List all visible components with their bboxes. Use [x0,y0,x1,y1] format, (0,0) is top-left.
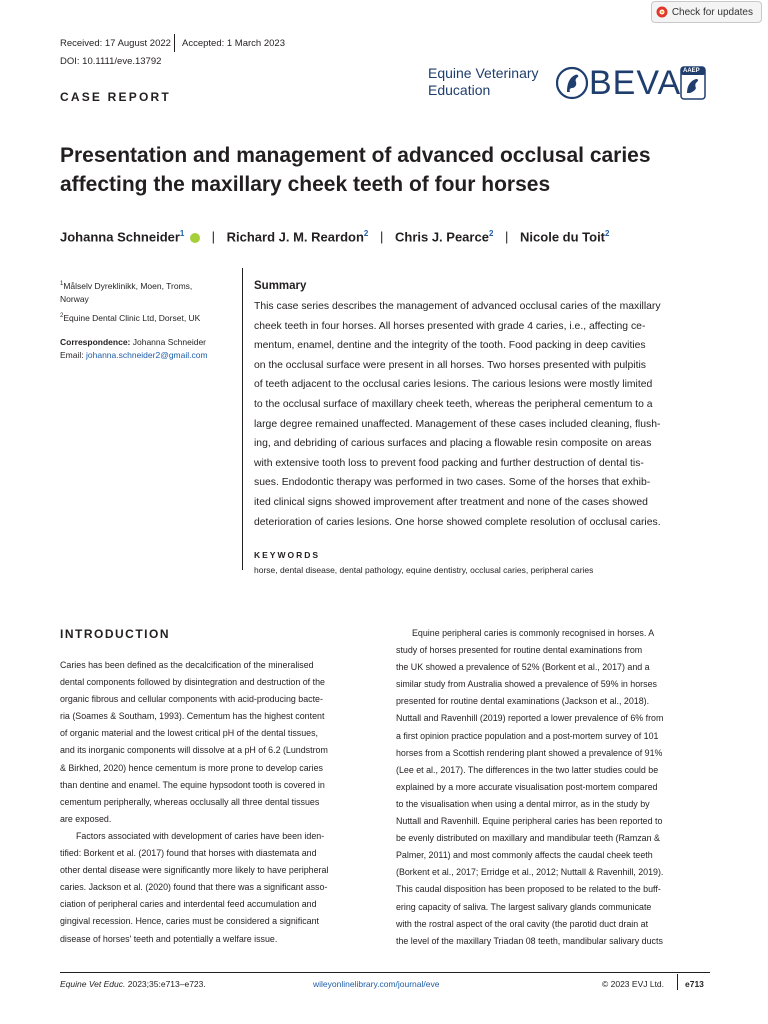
summary-text [254,297,710,532]
intro-right-column [396,625,709,950]
body-line: the UK showed a prevalence of 52% (Borkent et al., 2017) and a [396,662,650,673]
author-name[interactable]: Chris J. Pearce [394,229,489,245]
body-line: than dentine and enamel. The equine hypsodont tooth is covered in [60,779,325,790]
check-for-updates-label: Check for updates [671,6,753,18]
horse-logo-icon [556,66,588,100]
body-line: ering capacity of saliva. The largest salivary glands communicate [396,901,652,912]
keywords-label: KEYWORDS [254,550,321,560]
author-name[interactable]: Johanna Schneider [60,229,180,245]
footer-rule [60,972,710,973]
journal-name-line1: Equine Veterinary [428,65,539,81]
summary-line: mentum, enamel, dentine and the integrity of the tooth. Food packing in deep cavities [254,340,646,352]
body-line: are exposed. [60,813,112,824]
summary-line: sues. Endodontic therapy was performed in two cases. Some of the horses that exhib- [254,477,651,489]
article-title-line1: Presentation and management of advanced occlusal caries [60,144,651,167]
body-line: be evenly distributed on maxillary and mandibular teeth (Ramzan & [396,833,660,844]
body-line: & Birkhed, 2020) hence cementum is more prone to develop caries [60,762,323,773]
correspondence [60,336,230,349]
affiliation-1-line1: Målselv Dyreklinikk, Moen, Troms, [63,280,193,291]
footer-citation [60,979,206,989]
email-link[interactable]: johanna.schneider2@gmail.com [86,349,208,360]
summary-heading: Summary [254,280,307,292]
author-name[interactable]: Richard J. M. Reardon [226,229,364,245]
article-title [60,141,720,199]
summary-line: large degree remained unaffected. Management of these cases included cleaning, flush- [254,418,661,430]
body-line: ciation of peripheral caries and interdental feed accumulation and [60,899,317,910]
accepted-date: Accepted: 1 March 2023 [182,38,285,49]
article-title-line2: affecting the maxillary cheek teeth of four horses [60,173,551,196]
body-line: with the rostral aspect of the oral cavity (the parotid duct drain at [396,918,649,929]
summary-line: deterioration of caries lesions. One horse showed complete resolution of occlusal caries. [254,516,661,528]
body-line: organic fibrous and cellular components with acid-producing bacte- [60,694,323,705]
body-line: Palmer, 2011) and most commonly affects the caudal cheek teeth [396,850,653,861]
author-affiliation-mark: 2 [488,229,494,238]
body-line: to the visualisation when using a dental mirror, as in the study by [396,798,650,809]
correspondence-label: Correspondence: [60,336,131,347]
footer-divider [677,974,678,990]
journal-name-line2: Education [428,82,491,98]
intro-left-column [60,657,372,948]
body-line: study of horses presented for routine dental examinations from [396,645,643,656]
page-number: e713 [685,979,704,989]
body-line: This caudal disposition has been proposed to be related to the buff- [396,884,661,895]
orcid-icon[interactable] [190,233,200,243]
correspondence-email [60,349,230,362]
body-line: (Borkent et al., 2017; Erridge et al., 2012; Nuttall & Ravenhill, 2019). [396,867,664,878]
affiliation-mark: 2 [60,312,64,319]
body-line: a first opinion practice population and a post-mortem survey of 101 [396,730,659,741]
aaep-logo-text: AAEP [683,68,700,74]
body-line: presented for routine dental examinations (Jackson et al., 2018). [396,696,650,707]
author-separator: | [379,229,384,245]
author-affiliation-mark: 1 [179,229,185,238]
beva-logo: BEVA [589,64,682,102]
correspondence-name: Johanna Schneider [132,336,207,347]
footer-journal: Equine Vet Educ. [60,979,126,989]
body-line: disease of horses' teeth and potentially a welfare issue. [60,933,278,944]
body-line: Factors associated with development of caries have been iden- [76,830,325,841]
footer-volume: 2023;35:e713–e723. [127,979,206,989]
journal-url-link[interactable]: wileyonlinelibrary.com/journal/eve [313,979,440,989]
author-list [60,229,609,244]
email-label: Email: [60,349,84,360]
affiliation-2 [60,310,230,325]
affiliation-1 [60,278,230,293]
keywords-text: horse, dental disease, dental pathology, equine dentistry, occlusal caries, peripheral caries [254,565,594,575]
body-line: caries. Jackson et al. (2020) found that there was a significant asso- [60,882,328,893]
body-line: Nuttall and Ravenhill (2019) reported a lower prevalence of 6% from [396,713,664,724]
introduction-heading: INTRODUCTION [60,627,170,641]
body-line: cementum peripherally, whereas occlusally all three dental tissues [60,796,320,807]
author-affiliation-mark: 2 [605,229,610,238]
body-line: and its inorganic components will dissolve at a pH of 6.2 (Lundstrom [60,745,328,756]
body-line: of organic material and the lowest critical pH of the dental tissues, [60,728,318,739]
author-affiliation-mark: 2 [363,229,369,238]
body-line: gingival recession. Hence, caries must be considered a significant [60,916,319,927]
body-line: Nuttall and Ravenhill. Equine peripheral caries has been reported to [396,816,663,827]
summary-line: cheek teeth in four horses. All horses presented with grade 4 caries, i.e., affecting ce- [254,320,646,332]
body-line: other dental disease were significantly more likely to have peripheral [60,865,329,876]
summary-line: This case series describes the management of advanced occlusal caries of the maxillary [254,301,661,312]
body-line: horses from a Scottish rendering plant showed a prevalence of 91% [396,747,663,758]
body-line: the level of the maxillary Triadan 08 teeth, mandibular salivary ducts [396,935,663,946]
refresh-icon [656,6,668,18]
affiliation-2-line1: Equine Dental Clinic Ltd, Dorset, UK [63,312,201,323]
body-line: similar study from Australia showed a prevalence of 59% in horses [396,679,657,690]
body-line: explained by a more accurate visualisation post-mortem compared [396,781,658,792]
author-name[interactable]: Nicole du Toit [520,229,606,245]
summary-line: ing, and debriding of carious surfaces and placing a flowable resin composite on areas [254,438,652,450]
aaep-logo-icon [680,66,706,100]
body-line: tified: Borkent et al. (2017) found that horses with diastemata and [60,848,317,859]
doi[interactable]: DOI: 10.1111/eve.13792 [60,56,162,67]
summary-line: on the occlusal surface were present in all horses. Two horses presented with pulpitis [254,359,646,371]
summary-line: ited clinical signs showed improvement after treatment and none of the cases showed [254,496,648,508]
summary-line: to the occlusal surface of maxillary cheek teeth, whereas the peripheral cementum to a [254,398,653,410]
affiliation-1-line2: Norway [60,293,89,304]
summary-line: with extensive tooth loss to prevent food packing and further destruction of dental tis- [254,457,644,469]
meta-divider [174,34,175,52]
body-line: ria (Soames & Southam, 1993). Cementum has the highest content [60,711,325,722]
body-line: Equine peripheral caries is commonly recognised in horses. A [412,628,655,638]
body-line: Caries has been defined as the decalcification of the mineralised [60,660,314,670]
body-line: (Lee et al., 2017). The differences in the two latter studies could be [396,764,659,775]
article-type: CASE REPORT [60,90,171,104]
author-separator: | [211,229,216,245]
affiliations [60,278,230,362]
author-separator: | [505,229,509,245]
footer-copyright: © 2023 EVJ Ltd. [602,979,665,989]
summary-line: of teeth adjacent to the occlusal caries lesions. The carious lesions were mostly limited [254,379,653,391]
journal-name [428,65,539,99]
received-date: Received: 17 August 2022 [60,38,171,49]
body-line: dental components followed by disintegration and destruction of the [60,677,325,688]
check-for-updates-button[interactable] [651,1,762,23]
affiliation-mark: 1 [60,281,64,287]
